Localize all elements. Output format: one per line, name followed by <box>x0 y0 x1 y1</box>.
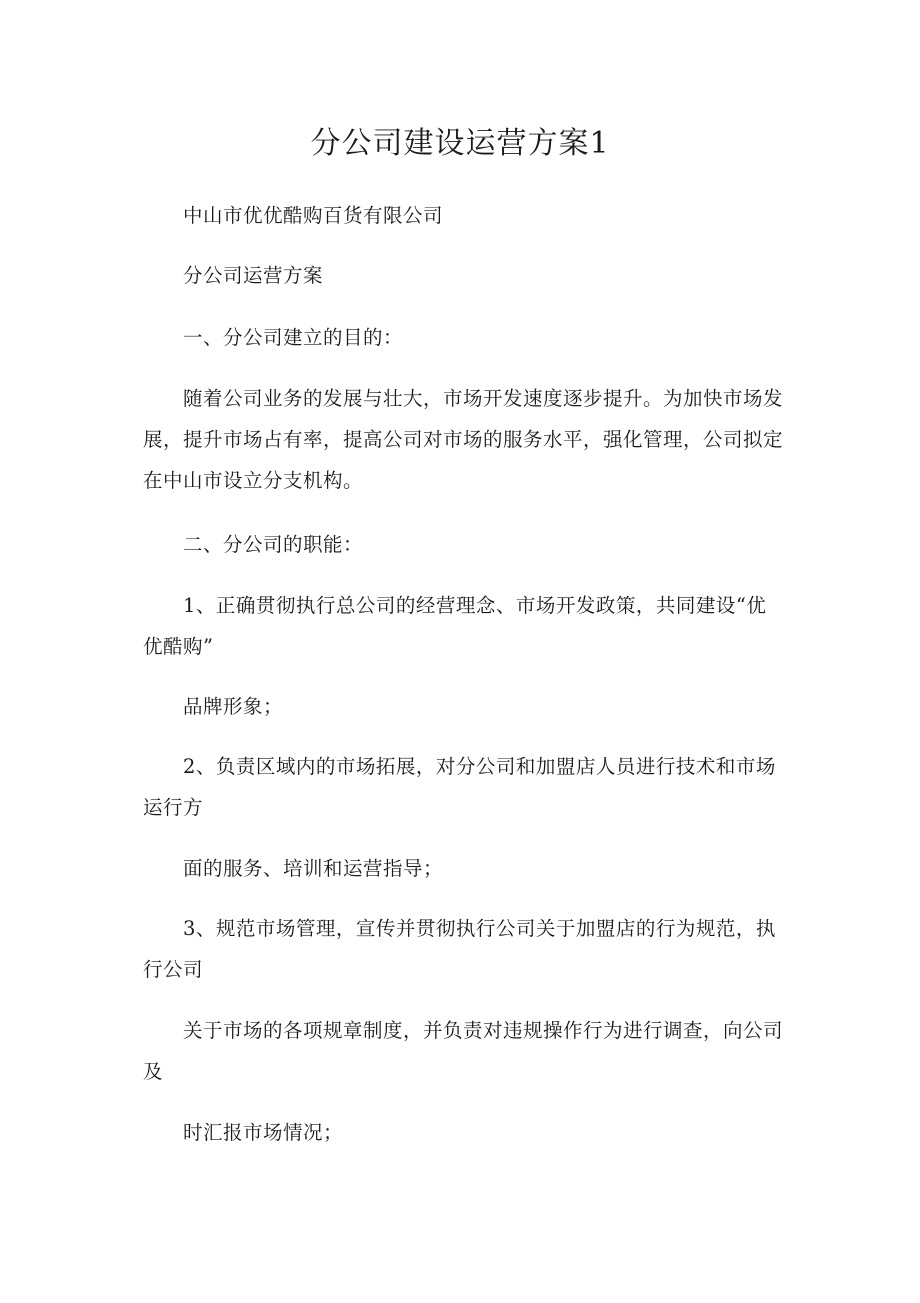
document-title: 分公司建设运营方案1 <box>310 126 610 161</box>
function-item-3-end: 时汇报市场情况； <box>183 1121 344 1144</box>
function-item-3: 3、规范市场管理，宣传并贯彻执行公司关于加盟店的行为规范，执行公司 <box>143 917 776 981</box>
section-heading-functions: 二、分公司的职能： <box>183 533 364 556</box>
function-item-2-continued: 面的服务、培训和运营指导； <box>183 857 444 880</box>
function-item-3-continued: 关于市场的各项规章制度，并负责对违规操作行为进行调查，向公司及 <box>143 1019 784 1083</box>
function-item-2: 2、负责区域内的市场拓展，对分公司和加盟店人员进行技术和市场运行方 <box>143 755 776 819</box>
plan-subtitle-paragraph: 分公司运营方案 <box>183 264 324 287</box>
company-name-paragraph: 中山市优优酷购百货有限公司 <box>183 204 444 227</box>
section-heading-purpose: 一、分公司建立的目的： <box>183 326 404 349</box>
function-item-1: 1、正确贯彻执行总公司的经营理念、市场开发政策，共同建设“优优酷购” <box>143 594 767 658</box>
purpose-body-paragraph: 随着公司业务的发展与壮大，市场开发速度逐步提升。为加快市场发展，提升市场占有率，提高公司对市场的服务水平，强化管理，公司拟定在中山市设立分支机构。 <box>143 387 784 492</box>
function-item-1-continued: 品牌形象； <box>183 695 284 718</box>
